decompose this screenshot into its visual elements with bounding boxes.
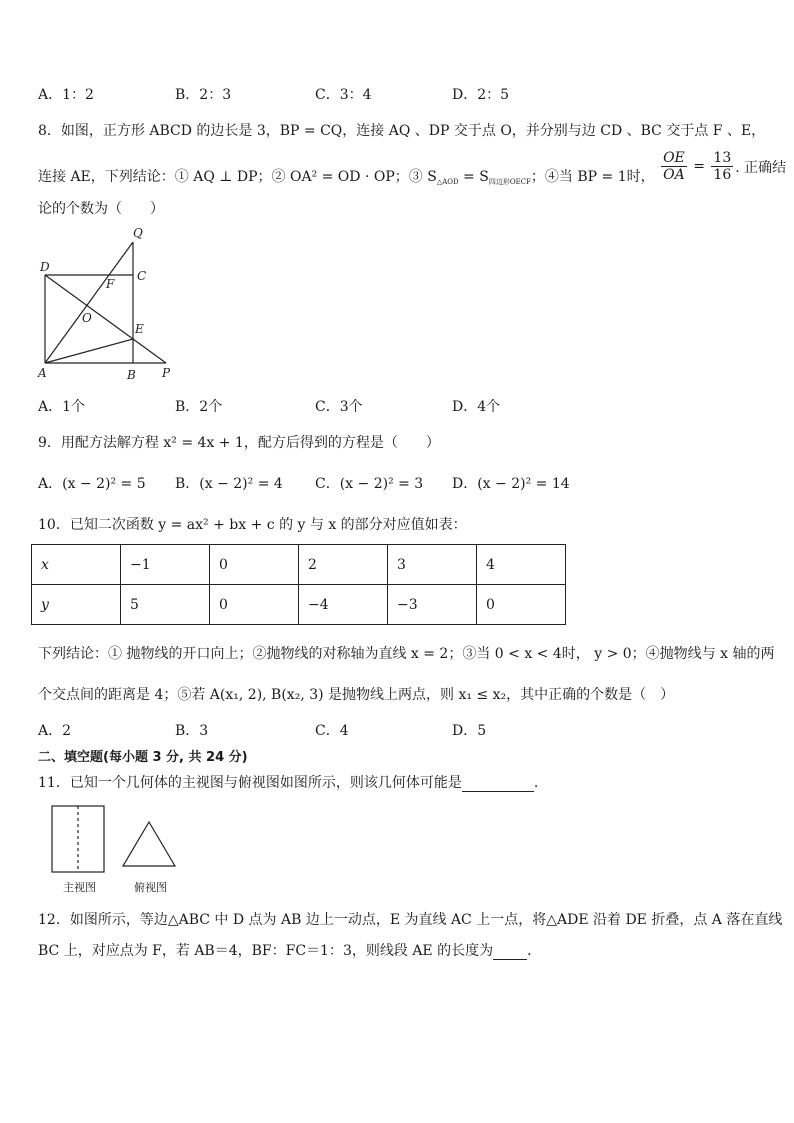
q11-answer-blank <box>462 775 534 792</box>
table-cell: 0 <box>210 585 299 625</box>
segment-ae <box>45 339 133 363</box>
q8-option-b: B．2个 <box>175 399 223 415</box>
q9-option-d: D．(x − 2)² = 14 <box>452 476 570 492</box>
q9-stem: 9．用配方法解方程 x² = 4x + 1，配方后得到的方程是（ ） <box>38 435 440 451</box>
table-cell: −3 <box>388 585 477 625</box>
q8-line2-part1: 连接 AE，下列结论：① AQ ⊥ DP；② OA² = OD · OP；③ S <box>38 168 437 185</box>
q10-value-table <box>31 544 566 625</box>
table-cell: 2 <box>299 545 388 585</box>
table-cell: x <box>32 545 121 585</box>
table-cell: 3 <box>388 545 477 585</box>
q8-frac-den: OA <box>663 167 685 183</box>
q8-line2-eq: = S <box>458 168 489 185</box>
q7-option-a: A．1：2 <box>38 87 94 103</box>
q8-option-a: A．1个 <box>38 399 86 415</box>
q10-option-d: D．5 <box>452 723 487 739</box>
q9-option-a: A．(x − 2)² = 5 <box>38 476 146 492</box>
table-cell: 0 <box>210 545 299 585</box>
q11-stem <box>38 772 538 792</box>
label-d: D <box>40 260 50 274</box>
q11-stem-end: . <box>533 775 539 791</box>
segment-aq <box>45 242 133 363</box>
table-cell: 0 <box>477 585 566 625</box>
q10-stem: 10．已知二次函数 y = ax² + bx + c 的 y 与 x 的部分对应值如表： <box>38 517 467 533</box>
section-heading-fill-in: 二、填空题(每小题 3 分, 共 24 分) <box>38 750 248 765</box>
q12-stem-line2 <box>38 940 541 960</box>
label-b: B <box>127 368 136 382</box>
label-a: A <box>38 366 47 380</box>
q10-option-b: B．3 <box>175 723 209 739</box>
q12-stem-end: ． <box>527 943 542 959</box>
table-cell: y <box>32 585 121 625</box>
q10-conclusions-line1: 下列结论：① 抛物线的开口向上；②抛物线的对称轴为直线 x = 2；③当 0 < x < 4时， y > 0；④抛物线与 x 轴的两 <box>38 646 775 662</box>
q8-frac2-num: 13 <box>713 150 732 166</box>
label-f: F <box>106 277 115 291</box>
q8-stem-line3: 论的个数为（ ） <box>38 201 164 217</box>
q10-option-a: A．2 <box>38 723 72 739</box>
table-cell: 5 <box>121 585 210 625</box>
q11-caption-front-view: 主视图 <box>63 881 96 894</box>
label-c: C <box>137 269 147 283</box>
q10-conclusions-line2: 个交点间的距离是 4；⑤若 A(x₁, 2), B(x₂, 3) 是抛物线上两点，则 x₁ ≤ x₂，其中正确的个数是（ ） <box>38 687 675 703</box>
q8-frac2-den: 16 <box>713 167 732 183</box>
q9-option-c: C．(x − 2)² = 3 <box>315 476 424 492</box>
q12-answer-blank <box>493 943 527 960</box>
label-o: O <box>82 311 92 325</box>
q10-option-c: C．4 <box>315 723 349 739</box>
q7-option-c: C．3：4 <box>315 87 372 103</box>
label-p: P <box>162 366 171 380</box>
q12-stem-line2-text: BC 上，对应点为 F，若 AB＝4，BF：FC＝1：3，则线段 AE 的长度为 <box>38 943 494 959</box>
table-cell: −1 <box>121 545 210 585</box>
q8-frac-eq: = <box>688 158 710 175</box>
q12-stem-line1: 12．如图所示，等边△ABC 中 D 点为 AB 边上一动点，E 为直线 AC 上一点，将△ADE 沿着 DE 折叠，点 A 落在直线 <box>38 912 783 928</box>
label-q: Q <box>133 226 143 240</box>
q8-line2-part2: ；④当 BP = 1时， <box>530 168 655 185</box>
q8-option-c: C．3个 <box>315 399 363 415</box>
q11-stem-text: 11．已知一个几何体的主视图与俯视图如图所示，则该几何体可能是 <box>38 775 462 791</box>
q11-top-view-triangle <box>123 822 175 866</box>
q8-option-d: D．4个 <box>452 399 501 415</box>
q8-stem-line1: 8．如图，正方形 ABCD 的边长是 3，BP = CQ，连接 AQ 、DP 交于点 O，并分别与边 CD 、BC 交于点 F 、E， <box>38 123 766 139</box>
table-cell: −4 <box>299 585 388 625</box>
q8-sub2: 四边形OECF <box>488 178 531 187</box>
table-row-x <box>32 545 566 585</box>
q11-caption-top-view: 俯视图 <box>134 881 167 894</box>
q9-option-b: B．(x − 2)² = 4 <box>175 476 283 492</box>
q8-sub1: △AOD <box>436 178 459 187</box>
q7-option-b: B．2：3 <box>175 87 232 103</box>
label-e: E <box>135 322 144 336</box>
q7-option-d: D．2：5 <box>452 87 510 103</box>
table-row-y <box>32 585 566 625</box>
q8-line2-part3: . 正确结 <box>735 159 787 176</box>
q8-frac-num: OE <box>663 150 685 166</box>
table-cell: 4 <box>477 545 566 585</box>
